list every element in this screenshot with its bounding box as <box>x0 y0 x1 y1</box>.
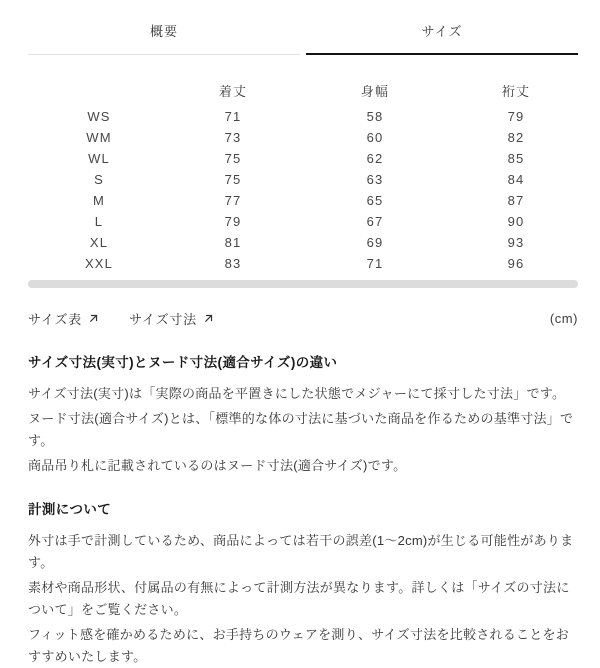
section-paragraph: サイズ寸法(実寸)は「実際の商品を平置きにした状態でメジャーにて採寸した寸法」です。 <box>28 386 566 401</box>
value-cell: 67 <box>366 214 384 229</box>
size-tab-panel <box>0 21 600 664</box>
header-sleeve-length: 裄丈 <box>501 83 531 99</box>
value-cell: 87 <box>507 193 525 208</box>
section-measurement <box>28 500 578 668</box>
header-body-length: 着丈 <box>218 83 248 99</box>
value-cell: 85 <box>507 151 525 166</box>
section-size-vs-nude <box>28 353 578 477</box>
table-row <box>28 127 578 148</box>
external-link-icon <box>203 313 214 324</box>
section-paragraph: 外寸は手で計測しているため、商品によっては若干の誤差(1〜2cm)が生じる可能性があります。 <box>28 533 574 570</box>
value-cell: 81 <box>224 235 242 250</box>
value-cell: 84 <box>507 172 525 187</box>
value-cell: 93 <box>507 235 525 250</box>
table-header-row <box>28 79 578 101</box>
value-cell: 62 <box>366 151 384 166</box>
tab-bar <box>28 21 578 55</box>
section-paragraph: フィット感を確かめるために、お手持ちのウェアを測り、サイズ寸法を比較されることをおすすめいたします。 <box>28 627 570 664</box>
value-cell: 90 <box>507 214 525 229</box>
section-heading: サイズ寸法(実寸)とヌード寸法(適合サイズ)の違い <box>28 355 338 370</box>
table-row <box>28 190 578 211</box>
value-cell: 82 <box>507 130 525 145</box>
section-heading: 計測について <box>28 502 112 517</box>
value-cell: 83 <box>224 256 242 271</box>
tab-size[interactable]: サイズ <box>306 21 578 55</box>
value-cell: 58 <box>366 109 384 124</box>
size-dimensions-link[interactable] <box>129 309 214 328</box>
value-cell: 73 <box>224 130 242 145</box>
section-paragraph: ヌード寸法(適合サイズ)とは、「標準的な体の寸法に基づいた商品を作るための基準寸法」です。 <box>28 411 574 448</box>
section-paragraph: 商品吊り札に記載されているのはヌード寸法(適合サイズ)です。 <box>28 458 407 473</box>
size-label: XXL <box>84 256 114 271</box>
table-row <box>28 106 578 127</box>
table-row <box>28 232 578 253</box>
size-table <box>28 79 578 274</box>
table-row <box>28 148 578 169</box>
value-cell: 77 <box>224 193 242 208</box>
size-label: M <box>93 193 105 208</box>
value-cell: 75 <box>224 172 242 187</box>
value-cell: 96 <box>507 256 525 271</box>
table-row <box>28 253 578 274</box>
size-label: WL <box>88 151 110 166</box>
size-label: S <box>94 172 104 187</box>
size-label: L <box>94 214 104 229</box>
value-cell: 71 <box>224 109 242 124</box>
value-cell: 75 <box>224 151 242 166</box>
value-cell: 79 <box>224 214 242 229</box>
section-paragraph: 素材や商品形状、付属品の有無によって計測方法が異なります。詳しくは「サイズの寸法について」をご覧ください。 <box>28 580 570 617</box>
table-row <box>28 169 578 190</box>
size-label: WS <box>87 109 111 124</box>
size-chart-link-label: サイズ表 <box>28 312 83 327</box>
unit-label: (cm) <box>549 311 578 326</box>
table-links-row <box>28 309 578 328</box>
value-cell: 69 <box>366 235 384 250</box>
external-link-icon <box>88 313 99 324</box>
size-label: WM <box>86 130 112 145</box>
size-chart-link[interactable] <box>28 309 99 328</box>
tab-overview[interactable]: 概要 <box>28 21 300 55</box>
header-body-width: 身幅 <box>360 83 390 99</box>
table-row <box>28 211 578 232</box>
size-dimensions-link-label: サイズ寸法 <box>129 312 197 327</box>
value-cell: 79 <box>507 109 525 124</box>
size-label: XL <box>89 235 109 250</box>
value-cell: 60 <box>366 130 384 145</box>
value-cell: 63 <box>366 172 384 187</box>
table-horizontal-scrollbar[interactable] <box>28 280 578 288</box>
value-cell: 71 <box>366 256 384 271</box>
value-cell: 65 <box>366 193 384 208</box>
